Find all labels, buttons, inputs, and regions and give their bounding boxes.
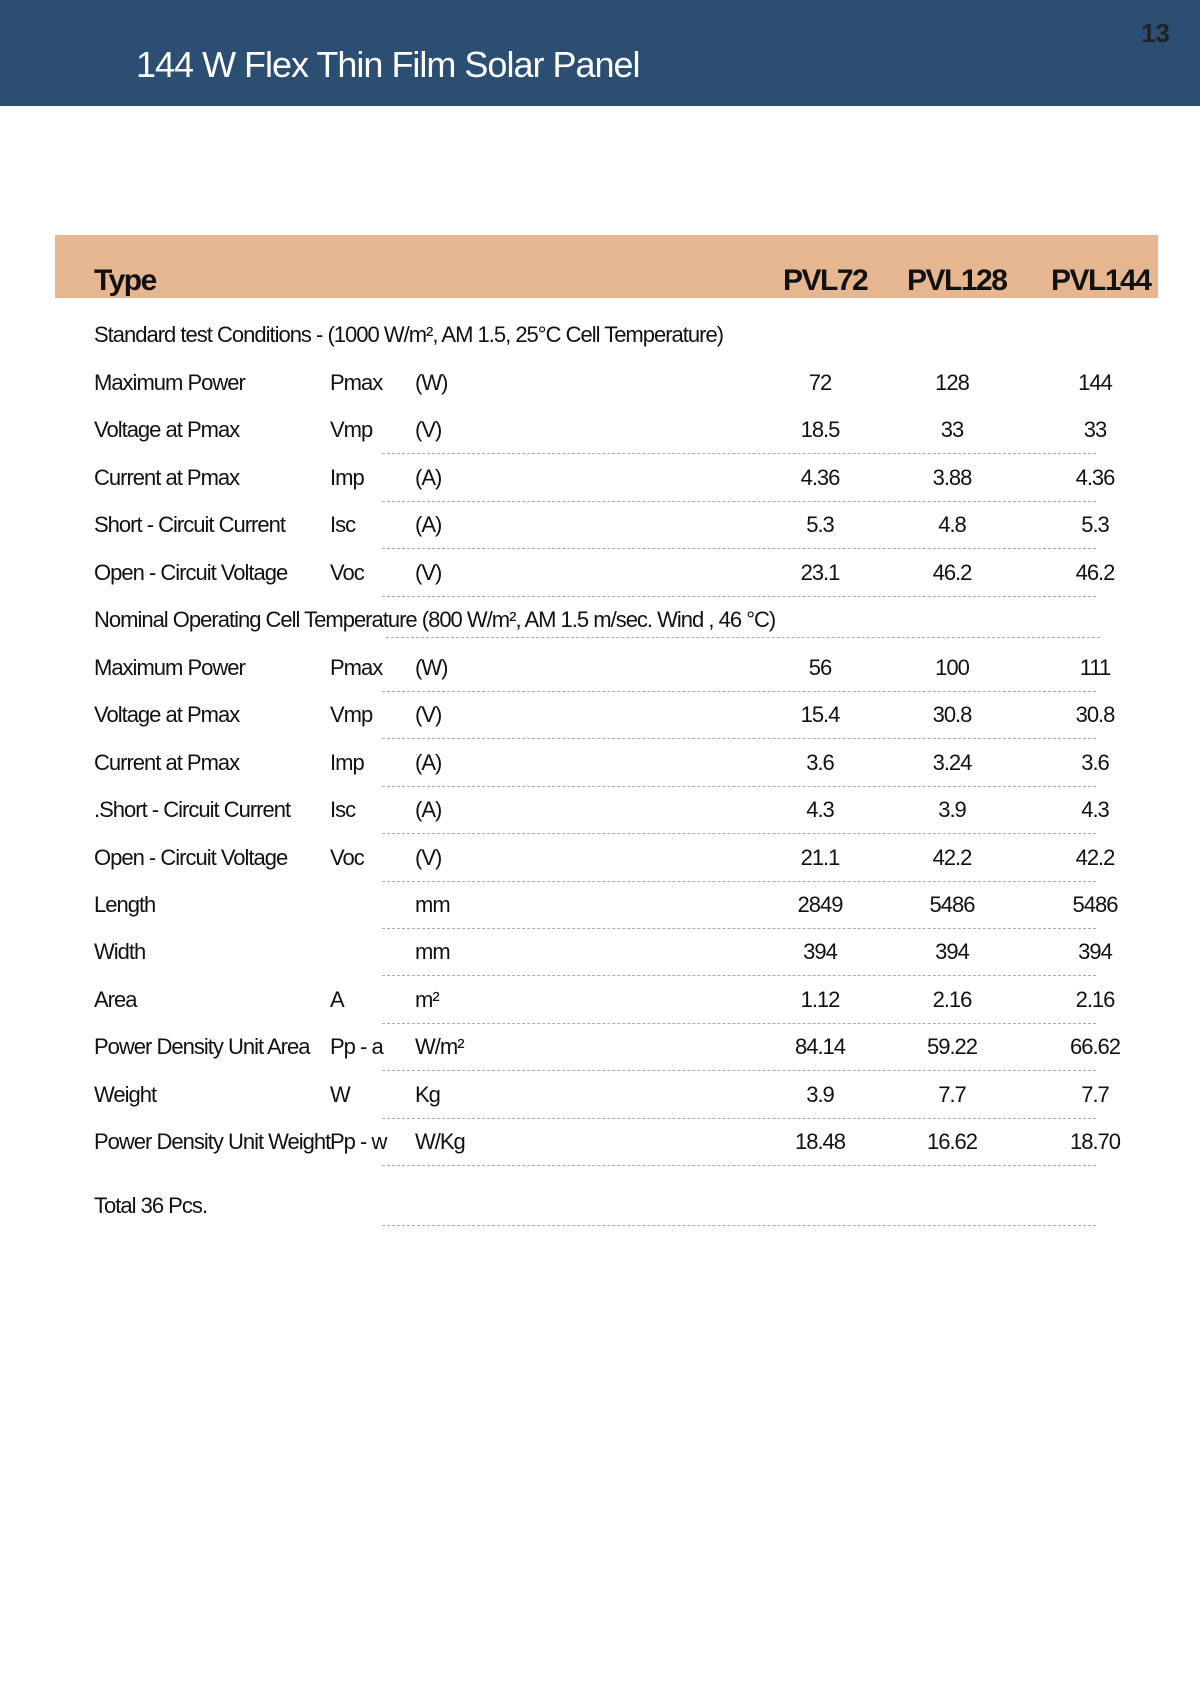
- table-row: [0, 465, 1200, 512]
- divider: [386, 637, 1100, 638]
- divider: [382, 738, 1096, 739]
- value-pvl128: 128: [935, 370, 969, 395]
- row-symbol: Isc: [330, 797, 356, 823]
- value-pvl72: 4.3: [806, 797, 834, 823]
- value-pvl144: 5486: [1072, 892, 1118, 917]
- row-label: Power Density Unit Weight: [94, 1129, 331, 1154]
- page-header: [0, 0, 1200, 106]
- value-pvl72: 56: [808, 655, 832, 680]
- row-label: Maximum Power: [94, 370, 245, 395]
- table-row: [0, 750, 1200, 797]
- value-pvl72: 23.1: [800, 559, 840, 585]
- row-symbol: Vmp: [330, 417, 373, 443]
- row-label: Short - Circuit Current: [94, 512, 285, 538]
- value-pvl144: 42.2: [1075, 844, 1115, 870]
- row-label: Voltage at Pmax: [94, 417, 240, 443]
- value-pvl72: 2849: [797, 892, 843, 917]
- row-label: Voltage at Pmax: [94, 702, 240, 728]
- stc-heading: Standard test Conditions - (1000 W/m², AM 1.5, 25°C Cell Temperature): [94, 322, 724, 347]
- row-label: Width: [94, 939, 146, 965]
- value-pvl144: 46.2: [1075, 559, 1115, 585]
- value-pvl128: 33: [940, 417, 964, 443]
- row-unit: (A): [415, 797, 442, 823]
- value-pvl128: 7.7: [938, 1081, 966, 1107]
- row-unit: (W): [415, 655, 448, 680]
- row-label: Area: [94, 986, 137, 1012]
- row-symbol: Pmax: [330, 655, 383, 680]
- value-pvl72: 72: [808, 370, 832, 395]
- row-symbol: Voc: [330, 559, 364, 585]
- table-row: [0, 655, 1200, 702]
- value-pvl128: 42.2: [932, 844, 972, 870]
- value-pvl144: 111: [1079, 655, 1111, 680]
- value-pvl72: 15.4: [800, 702, 840, 728]
- table-row: [0, 987, 1200, 1034]
- type-header: Type: [94, 264, 156, 297]
- row-unit: (W): [415, 370, 448, 395]
- row-label: Power Density Unit Area: [94, 1034, 310, 1060]
- value-pvl128: 16.62: [926, 1129, 978, 1154]
- divider: [382, 1225, 1096, 1226]
- value-pvl144: 5.3: [1081, 512, 1109, 538]
- row-symbol: Pp - a: [330, 1034, 383, 1060]
- value-pvl144: 66.62: [1069, 1034, 1121, 1060]
- row-unit: (A): [415, 749, 442, 775]
- divider: [382, 596, 1096, 597]
- value-pvl72: 394: [803, 939, 837, 965]
- row-label: Maximum Power: [94, 655, 245, 680]
- row-symbol: Imp: [330, 749, 364, 775]
- model-header-pvl144: PVL144: [1051, 264, 1151, 297]
- noct-heading: Nominal Operating Cell Temperature (800 W/m², AM 1.5 m/sec. Wind , 46 °C): [94, 607, 776, 632]
- row-symbol: Imp: [330, 464, 364, 490]
- row-symbol: Pmax: [330, 370, 383, 395]
- row-label: Open - Circuit Voltage: [94, 559, 288, 585]
- divider: [382, 786, 1096, 787]
- table-row: [0, 370, 1200, 417]
- value-pvl144: 7.7: [1081, 1081, 1109, 1107]
- table-row: [0, 512, 1200, 559]
- model-header-pvl128: PVL128: [907, 264, 1007, 297]
- table-row: [0, 892, 1200, 939]
- value-pvl72: 84.14: [794, 1034, 846, 1060]
- value-pvl128: 2.16: [932, 986, 972, 1012]
- value-pvl72: 18.48: [794, 1129, 846, 1154]
- row-label: Open - Circuit Voltage: [94, 844, 288, 870]
- table-row: [0, 1034, 1200, 1081]
- value-pvl128: 3.24: [932, 749, 972, 775]
- row-unit: W/Kg: [415, 1129, 465, 1154]
- divider: [382, 833, 1096, 834]
- divider: [382, 453, 1096, 454]
- value-pvl72: 3.9: [806, 1081, 834, 1107]
- row-label: Weight: [94, 1081, 157, 1107]
- row-unit: W/m²: [415, 1034, 464, 1060]
- value-pvl128: 3.88: [932, 464, 972, 490]
- divider: [382, 1118, 1096, 1119]
- divider: [382, 1023, 1096, 1024]
- value-pvl128: 100: [935, 655, 969, 680]
- value-pvl72: 4.36: [800, 464, 840, 490]
- value-pvl72: 3.6: [806, 749, 834, 775]
- row-unit: (V): [415, 702, 442, 728]
- row-unit: mm: [415, 939, 450, 965]
- value-pvl128: 4.8: [938, 512, 966, 538]
- value-pvl72: 21.1: [800, 844, 840, 870]
- divider: [382, 928, 1096, 929]
- row-unit: (A): [415, 512, 442, 538]
- row-unit: Kg: [415, 1081, 440, 1107]
- value-pvl128: 394: [935, 939, 969, 965]
- row-symbol: A: [330, 986, 344, 1012]
- row-symbol: Voc: [330, 844, 364, 870]
- table-row: [0, 845, 1200, 892]
- divider: [382, 501, 1096, 502]
- total-pieces: Total 36 Pcs.: [94, 1193, 207, 1218]
- value-pvl144: 144: [1078, 370, 1112, 395]
- value-pvl72: 5.3: [806, 512, 834, 538]
- value-pvl128: 59.22: [926, 1034, 978, 1060]
- divider: [382, 1070, 1096, 1071]
- divider: [382, 548, 1096, 549]
- row-unit: m²: [415, 986, 439, 1012]
- table-row: [0, 417, 1200, 464]
- value-pvl128: 30.8: [932, 702, 972, 728]
- divider: [382, 881, 1096, 882]
- row-symbol: W: [330, 1081, 350, 1107]
- table-row: [0, 702, 1200, 749]
- value-pvl144: 30.8: [1075, 702, 1115, 728]
- value-pvl72: 1.12: [800, 986, 840, 1012]
- row-label: Current at Pmax: [94, 464, 240, 490]
- table-row: [0, 1082, 1200, 1129]
- value-pvl128: 5486: [929, 892, 975, 917]
- table-row: [0, 1129, 1200, 1176]
- row-label: Length: [94, 892, 156, 917]
- page-number: 13: [1141, 18, 1170, 48]
- row-unit: mm: [415, 892, 450, 917]
- row-symbol: Pp - w: [330, 1129, 387, 1154]
- value-pvl128: 3.9: [938, 797, 966, 823]
- row-label: Current at Pmax: [94, 749, 240, 775]
- row-symbol: Isc: [330, 512, 356, 538]
- value-pvl144: 33: [1083, 417, 1107, 443]
- row-symbol: Vmp: [330, 702, 373, 728]
- value-pvl144: 4.3: [1081, 797, 1109, 823]
- divider: [382, 691, 1096, 692]
- value-pvl72: 18.5: [800, 417, 840, 443]
- row-unit: (V): [415, 844, 442, 870]
- table-row: [0, 939, 1200, 986]
- table-row: [0, 797, 1200, 844]
- value-pvl144: 394: [1078, 939, 1112, 965]
- row-unit: (A): [415, 464, 442, 490]
- page-title: 144 W Flex Thin Film Solar Panel: [136, 44, 640, 85]
- row-unit: (V): [415, 417, 442, 443]
- row-label: .Short - Circuit Current: [94, 797, 291, 823]
- divider: [382, 1165, 1096, 1166]
- value-pvl128: 46.2: [932, 559, 972, 585]
- row-unit: (V): [415, 559, 442, 585]
- value-pvl144: 3.6: [1081, 749, 1109, 775]
- value-pvl144: 18.70: [1069, 1129, 1121, 1154]
- model-header-pvl72: PVL72: [783, 264, 868, 297]
- table-row: [0, 560, 1200, 607]
- value-pvl144: 2.16: [1075, 986, 1115, 1012]
- divider: [382, 975, 1096, 976]
- value-pvl144: 4.36: [1075, 464, 1115, 490]
